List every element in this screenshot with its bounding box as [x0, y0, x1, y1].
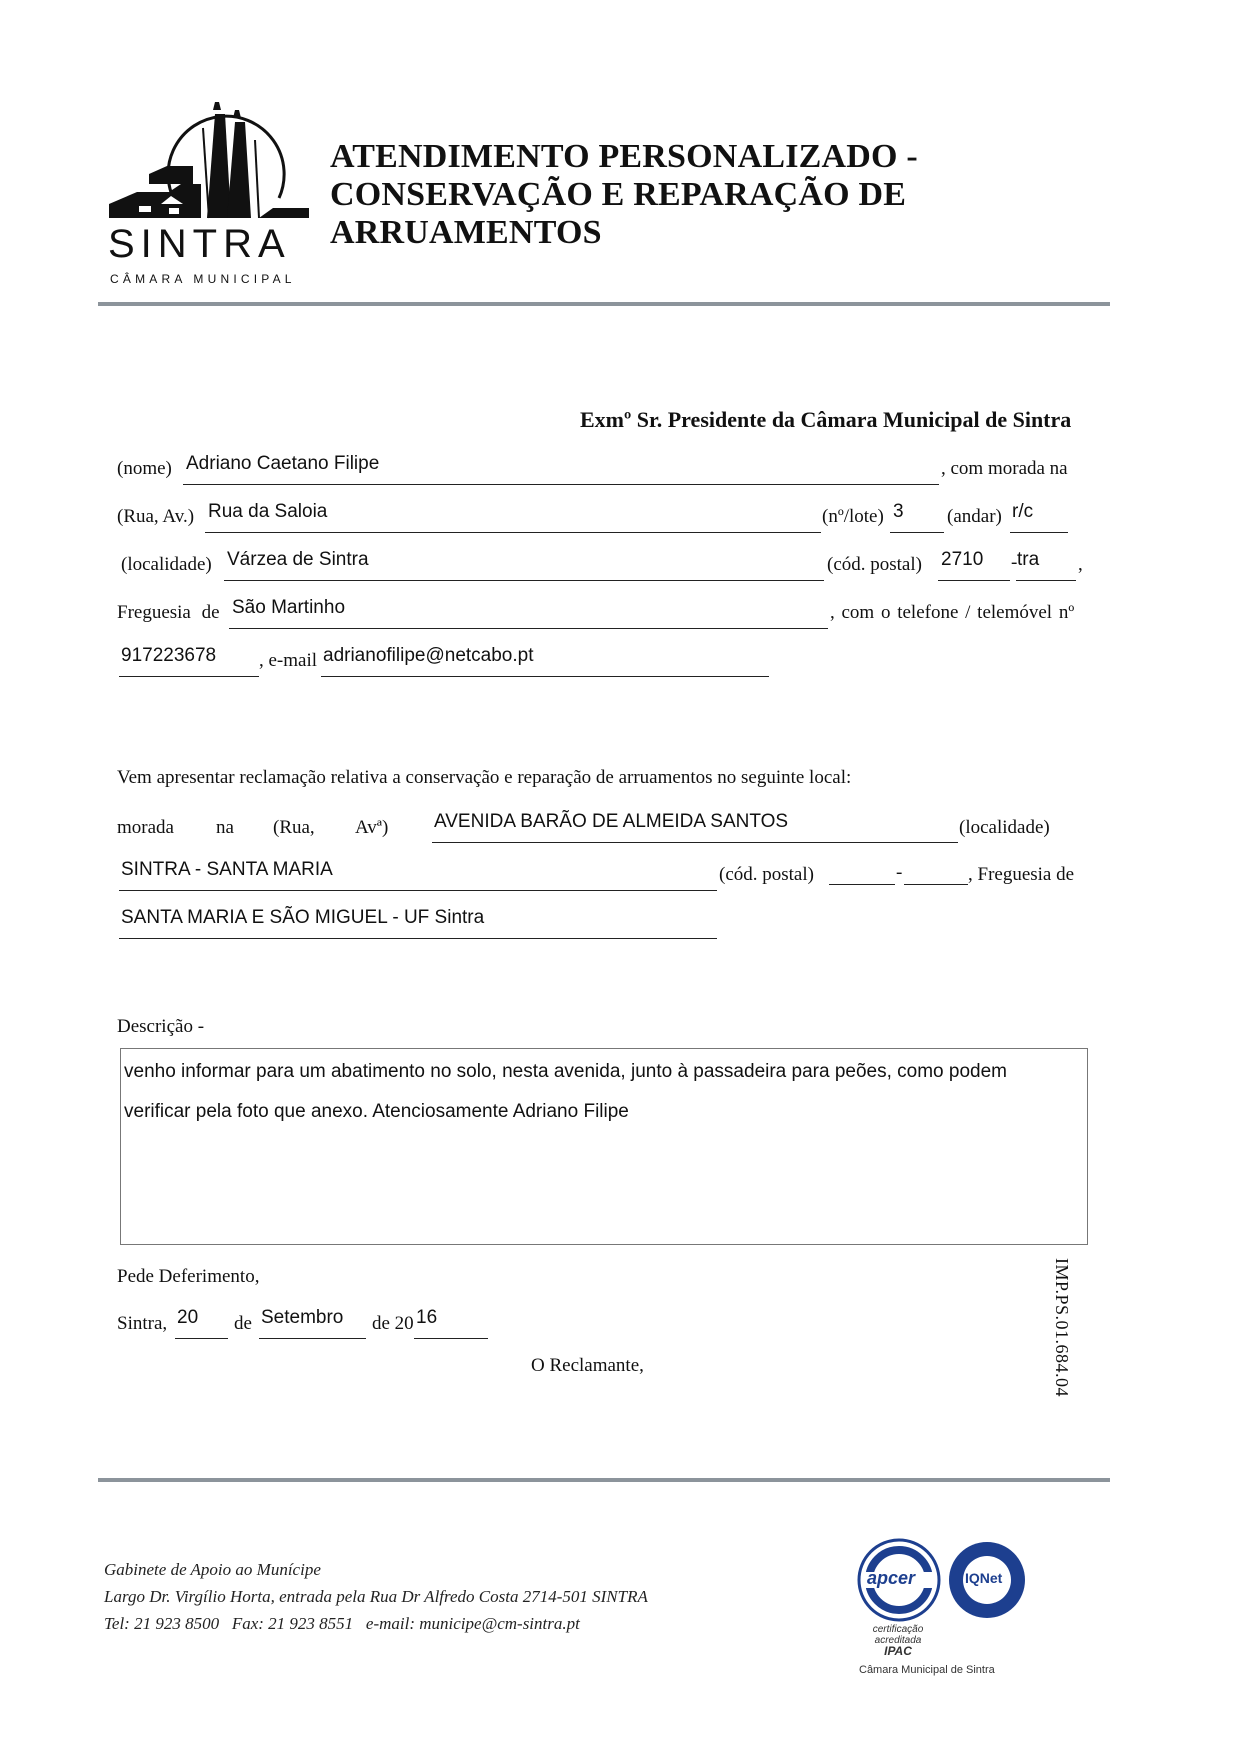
ipac-text-2: acreditada	[874, 1635, 922, 1646]
label-cod-postal: (cód. postal)	[827, 554, 922, 575]
ipac-certification	[863, 1624, 933, 1657]
n-lote-field[interactable]	[890, 498, 944, 534]
location-localidade-underline	[119, 890, 717, 891]
location-morada-field[interactable]	[432, 808, 958, 844]
location-freguesia-underline	[119, 938, 717, 939]
cp2-value: tra	[1017, 549, 1040, 570]
logo-name: SINTRA	[108, 222, 291, 266]
email-underline	[321, 676, 769, 677]
label-de-2: de 20	[372, 1313, 414, 1334]
cp1-value: 2710	[941, 549, 984, 570]
descricao-line-2: verificar pela foto que anexo. Atenciosamente Adriano Filipe	[124, 1101, 629, 1122]
location-cp2-field[interactable]	[904, 856, 968, 886]
footer-contact	[104, 1556, 648, 1637]
label-de-1: de	[234, 1313, 252, 1334]
location-cp2-underline	[904, 884, 968, 885]
location-cp1-field[interactable]	[829, 856, 895, 886]
label-sintra: Sintra,	[117, 1313, 168, 1334]
footer-line-1: Gabinete de Apoio ao Munícipe	[104, 1560, 321, 1579]
date-month-underline	[259, 1338, 366, 1339]
footer-line-3: Tel: 21 923 8500 Fax: 21 923 8551 e-mail: municipe@cm-sintra.pt	[104, 1614, 580, 1633]
label-andar: (andar)	[947, 506, 1002, 527]
sintra-palace-emblem-icon	[109, 100, 309, 225]
title-line-2: CONSERVAÇÃO E REPARAÇÃO DE	[330, 176, 907, 213]
rua-value: Rua da Saloia	[208, 501, 328, 522]
cp2-field[interactable]	[1016, 546, 1076, 582]
date-year-underline	[414, 1338, 488, 1339]
label-morada-w1: morada	[117, 817, 174, 838]
rua-underline	[205, 532, 821, 533]
header-rule	[98, 302, 1110, 306]
label-n-lote: (nº/lote)	[822, 506, 884, 527]
label-descricao: Descrição -	[117, 1016, 205, 1037]
sintra-logo	[104, 100, 334, 290]
location-freguesia-value: SANTA MARIA E SÃO MIGUEL - UF Sintra	[121, 907, 485, 928]
date-year-field[interactable]	[414, 1304, 488, 1340]
andar-value: r/c	[1012, 501, 1034, 522]
descricao-box[interactable]	[120, 1048, 1088, 1245]
label-rua-av: (Rua, Av.)	[117, 506, 195, 527]
logo-subtitle: CÂMARA MUNICIPAL	[110, 272, 296, 286]
ipac-text-1: certificação	[872, 1624, 924, 1635]
localidade-value: Várzea de Sintra	[227, 549, 369, 570]
nome-field[interactable]	[183, 450, 939, 486]
label-cod-postal-2: (cód. postal)	[719, 864, 814, 885]
location-localidade-field[interactable]	[119, 856, 717, 892]
cp2-underline	[1016, 580, 1076, 581]
descricao-line-1: venho informar para um abatimento no solo, nesta avenida, junto à passadeira para peões, como podem	[124, 1061, 1007, 1082]
date-year-value: 16	[416, 1307, 438, 1328]
label-morada-w4: Avª)	[355, 817, 389, 838]
location-cp1-underline	[829, 884, 895, 885]
label-com-telefone: , com o telefone / telemóvel nº	[830, 602, 1075, 623]
title-line-3: ARRUAMENTOS	[330, 214, 602, 251]
cp1-field[interactable]	[938, 546, 1010, 582]
label-localidade: (localidade)	[121, 554, 212, 575]
telefone-underline	[119, 676, 259, 677]
localidade-field[interactable]	[224, 546, 824, 582]
pede-deferimento: Pede Deferimento,	[117, 1266, 260, 1287]
iqnet-label: IQNet	[965, 1570, 1003, 1586]
date-day-value: 20	[177, 1307, 199, 1328]
location-morada-value: AVENIDA BARÃO DE ALMEIDA SANTOS	[434, 811, 789, 832]
ipac-text-3: IPAC	[884, 1644, 912, 1658]
nome-value: Adriano Caetano Filipe	[186, 453, 380, 474]
label-nome: (nome)	[117, 458, 172, 479]
n-lote-underline	[890, 532, 944, 533]
location-localidade-value: SINTRA - SANTA MARIA	[121, 859, 333, 880]
freguesia-underline	[229, 628, 828, 629]
localidade-underline	[224, 580, 824, 581]
apcer-label: apcer	[867, 1568, 916, 1588]
page-title	[330, 138, 918, 252]
andar-field[interactable]	[1010, 498, 1068, 534]
addressee: Exmº Sr. Presidente da Câmara Municipal de Sintra	[580, 407, 1072, 432]
date-month-field[interactable]	[259, 1304, 366, 1340]
label-freguesia-2: , Freguesia de	[968, 864, 1075, 885]
email-value: adrianofilipe@netcabo.pt	[323, 645, 534, 666]
label-morada-w3: (Rua,	[273, 817, 315, 838]
footer-line-2: Largo Dr. Virgílio Horta, entrada pela Rua Dr Alfredo Costa 2714-501 SINTRA	[104, 1587, 648, 1606]
nome-underline	[183, 484, 939, 485]
cp1-underline	[938, 580, 1010, 581]
title-line-1: ATENDIMENTO PERSONALIZADO -	[330, 138, 918, 175]
label-email: , e-mail	[259, 650, 318, 671]
certification-logos	[855, 1538, 1035, 1688]
side-code: IMP.PS.01.684.04	[1052, 1258, 1072, 1398]
label-freguesia: Freguesia de	[117, 602, 220, 623]
label-localidade-2: (localidade)	[959, 817, 1050, 838]
telefone-value: 917223678	[121, 645, 217, 666]
intro-text: Vem apresentar reclamação relativa a conservação e reparação de arruamentos no seguinte local:	[117, 767, 852, 788]
location-freguesia-field[interactable]	[119, 904, 717, 940]
cert-caption: Câmara Municipal de Sintra	[859, 1664, 995, 1676]
label-morada-na: , com morada na	[941, 458, 1068, 479]
andar-underline	[1010, 532, 1068, 533]
rua-field[interactable]	[205, 498, 821, 534]
freguesia-field[interactable]	[229, 594, 828, 630]
footer-rule	[98, 1478, 1110, 1482]
telefone-field[interactable]	[119, 642, 259, 678]
date-month-value: Setembro	[261, 1307, 344, 1328]
n-lote-value: 3	[893, 501, 904, 522]
location-morada-underline	[432, 842, 958, 843]
label-morada-w2: na	[216, 817, 234, 838]
cp-dash: -	[1011, 552, 1018, 573]
email-field[interactable]	[321, 642, 769, 678]
cp-comma: ,	[1078, 554, 1083, 575]
date-day-underline	[175, 1338, 228, 1339]
location-cp-dash: -	[896, 862, 903, 883]
freguesia-value: São Martinho	[232, 597, 346, 618]
label-reclamante: O Reclamante,	[531, 1355, 644, 1376]
date-day-field[interactable]	[175, 1304, 228, 1340]
